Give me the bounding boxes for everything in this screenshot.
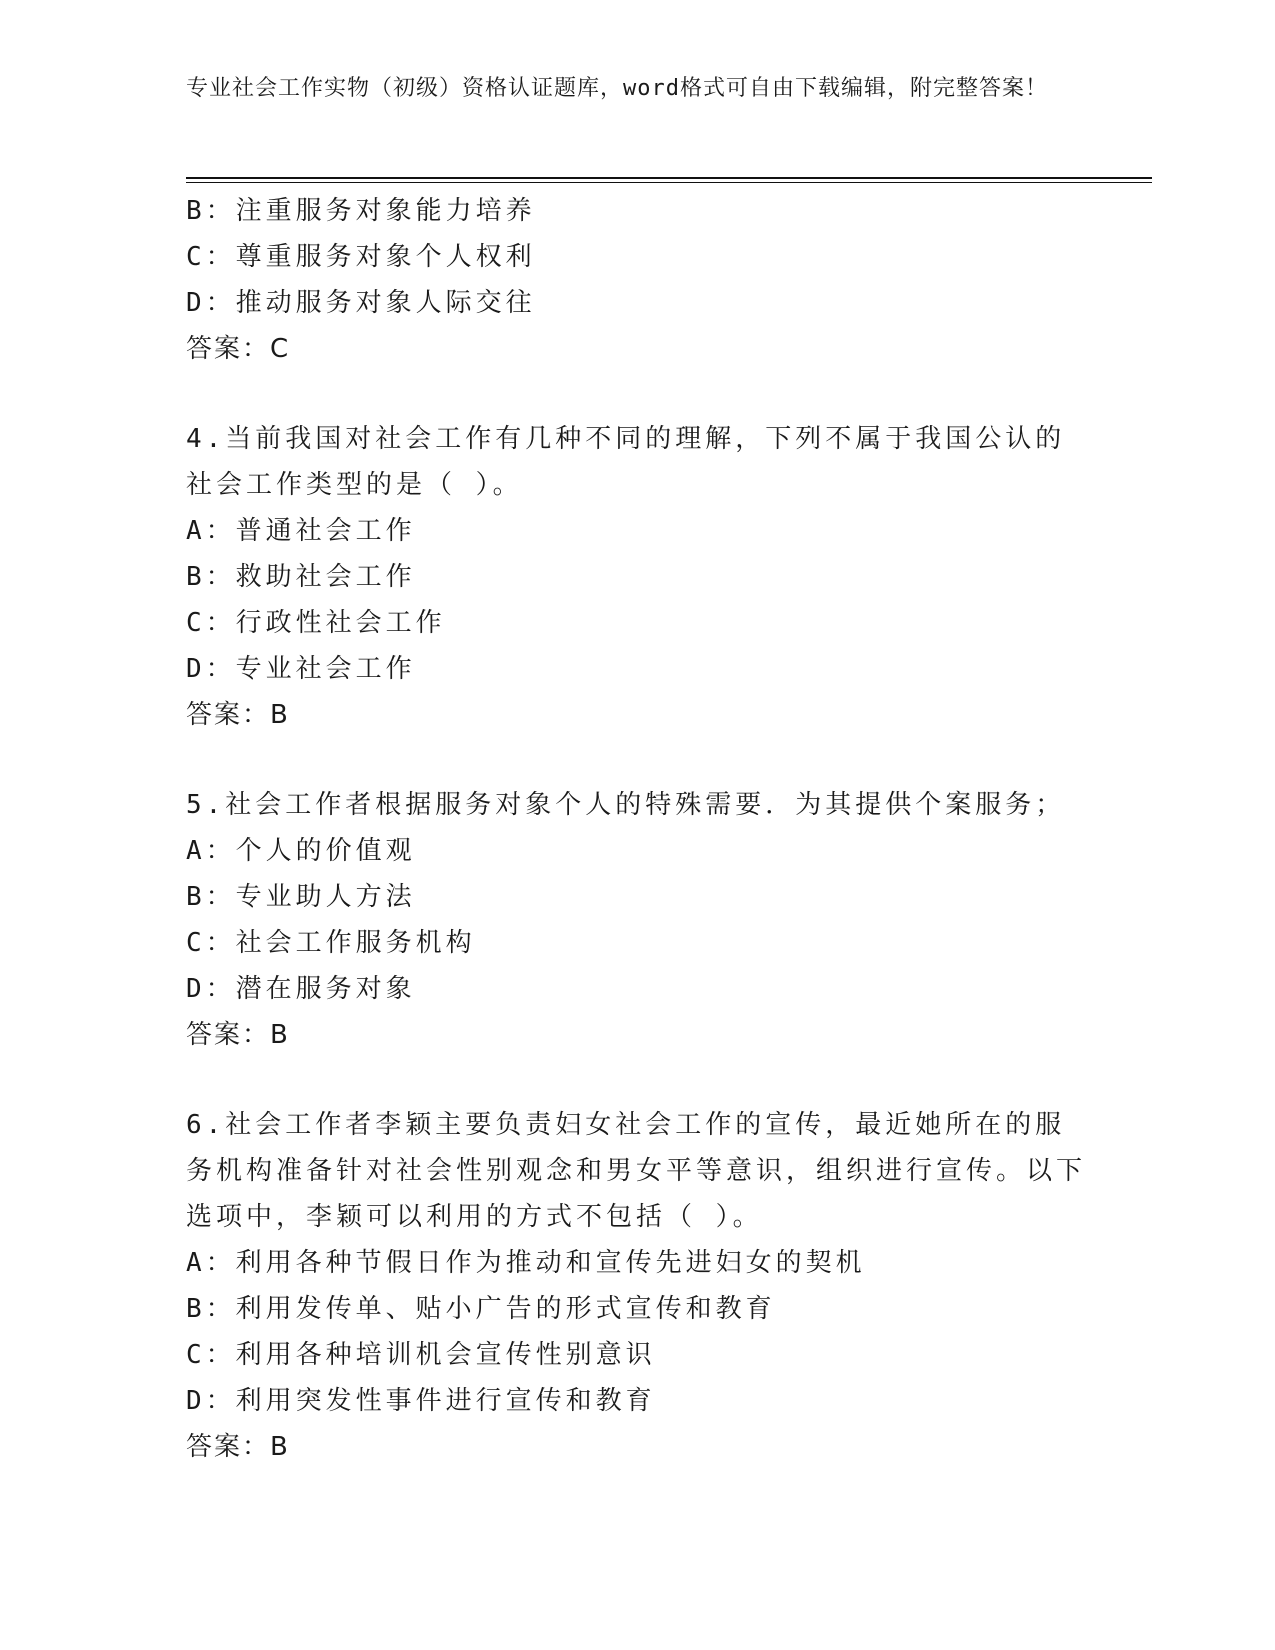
question-6 [186, 1102, 1086, 1470]
option-c: C：利用各种培训机会宣传性别意识 [186, 1340, 656, 1370]
answer-line: 答案：B [186, 1020, 290, 1050]
question-stem: 4.当前我国对社会工作有几种不同的理解，下列不属于我国公认的社会工作类型的是（ ）。 [186, 424, 1066, 500]
header-divider-thin [186, 182, 1152, 183]
option-c: C：社会工作服务机构 [186, 928, 476, 958]
question-stem: 5.社会工作者根据服务对象个人的特殊需要．为其提供个案服务； [186, 790, 1066, 820]
question-stem: 6.社会工作者李颖主要负责妇女社会工作的宣传，最近她所在的服务机构准备针对社会性别观念和男女平等意识，组织进行宣传。以下选项中，李颖可以利用的方式不包括（ ）。 [186, 1110, 1087, 1232]
option-d: D：潜在服务对象 [186, 974, 416, 1004]
question-list [186, 188, 1086, 1470]
page-header: 专业社会工作实物（初级）资格认证题库，word格式可自由下载编辑，附完整答案！ [186, 76, 1048, 101]
question-4 [186, 416, 1086, 738]
spacer [186, 1058, 1086, 1102]
option-a: A：利用各种节假日作为推动和宣传先进妇女的契机 [186, 1248, 866, 1278]
question-3-tail [186, 188, 1086, 372]
option-d: D：专业社会工作 [186, 654, 416, 684]
option-d: D：推动服务对象人际交往 [186, 288, 536, 318]
option-a: A：个人的价值观 [186, 836, 416, 866]
answer-line: 答案：C [186, 334, 291, 364]
answer-line: 答案：B [186, 700, 290, 730]
option-b: B：注重服务对象能力培养 [186, 196, 536, 226]
option-d: D：利用突发性事件进行宣传和教育 [186, 1386, 656, 1416]
option-b: B：专业助人方法 [186, 882, 416, 912]
option-b: B：利用发传单、贴小广告的形式宣传和教育 [186, 1294, 776, 1324]
option-c: C：行政性社会工作 [186, 608, 446, 638]
question-5 [186, 782, 1086, 1058]
header-divider-thick [186, 177, 1152, 179]
answer-line: 答案：B [186, 1432, 290, 1462]
spacer [186, 738, 1086, 782]
option-c: C：尊重服务对象个人权利 [186, 242, 536, 272]
option-a: A：普通社会工作 [186, 516, 416, 546]
spacer [186, 372, 1086, 416]
option-b: B：救助社会工作 [186, 562, 416, 592]
